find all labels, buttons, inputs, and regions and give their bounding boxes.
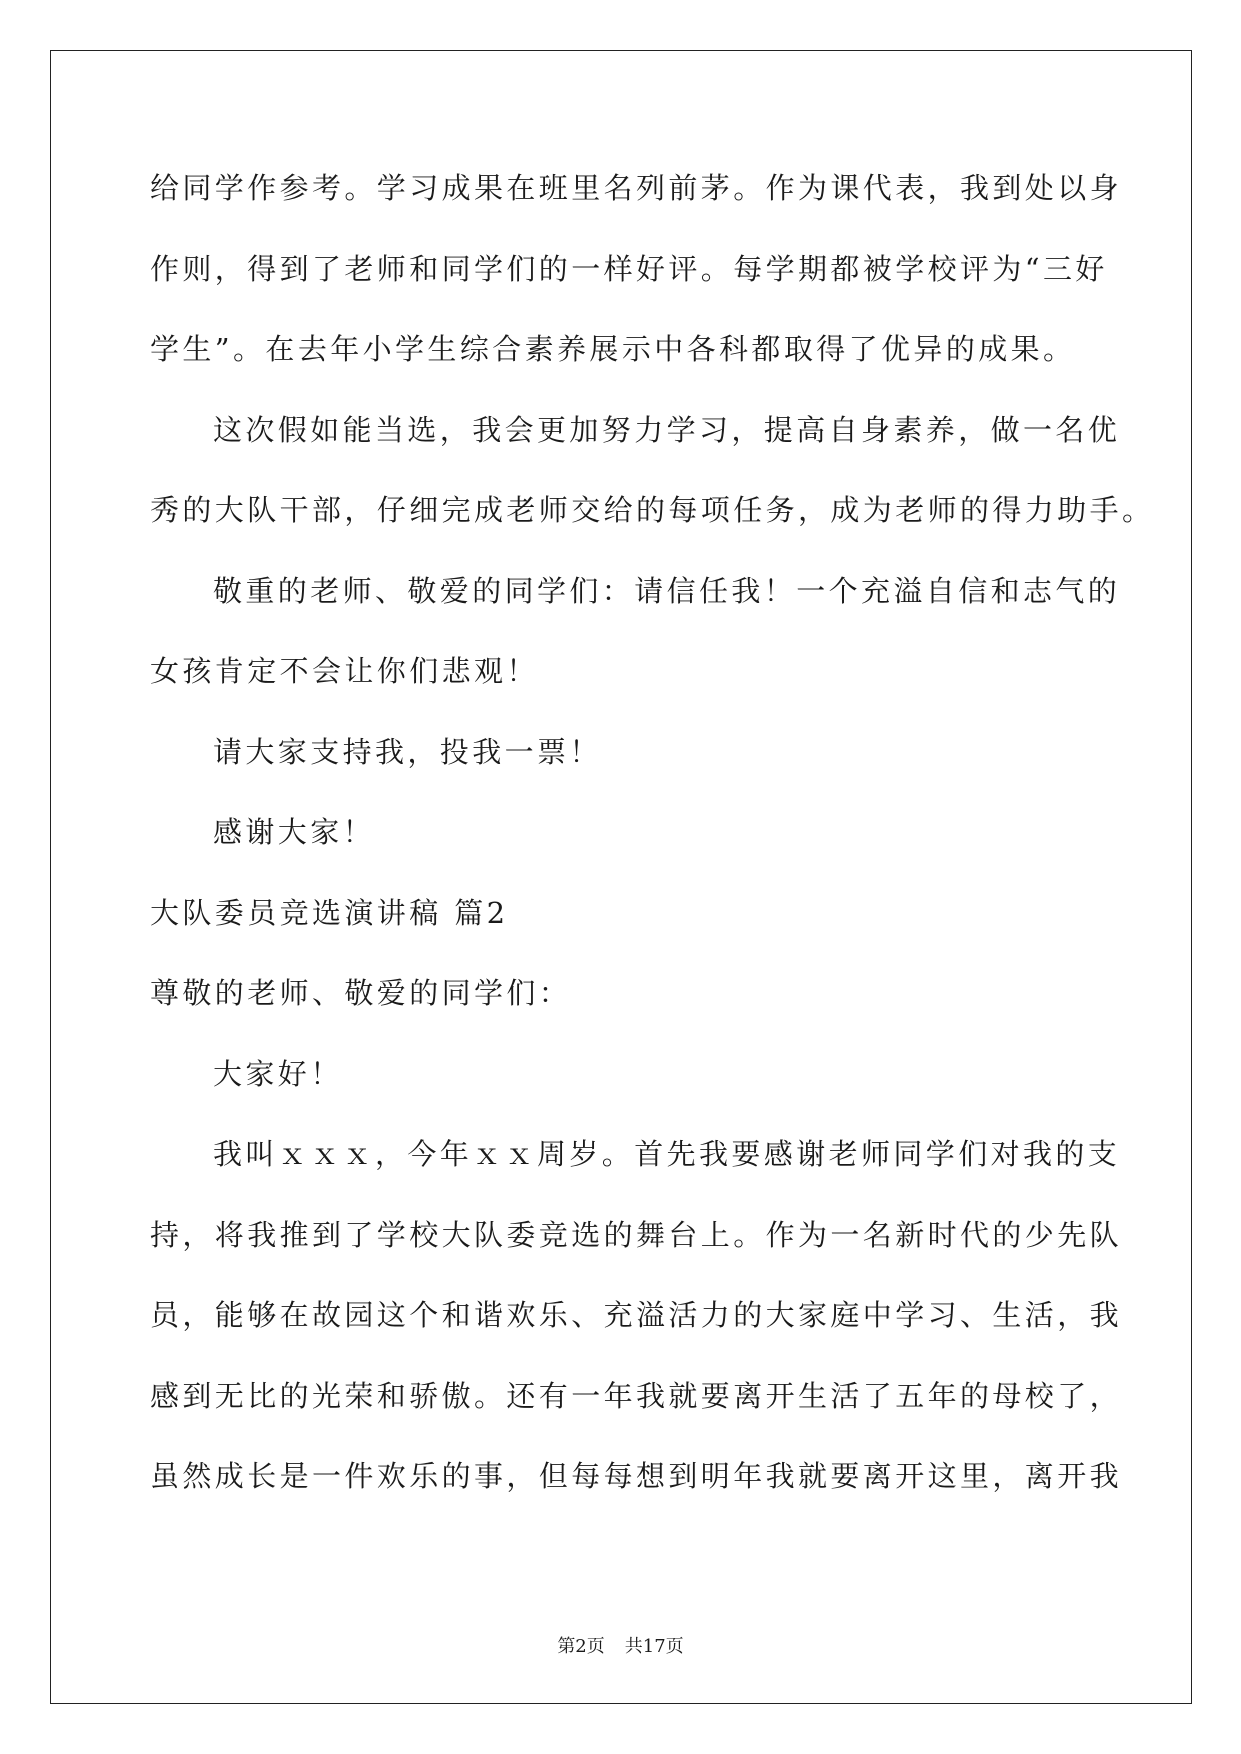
paragraph-line: 虽然成长是一件欢乐的事，但每每想到明年我就要离开这里，离开我 — [150, 1459, 1123, 1493]
section-heading: 大队委员竞选演讲稿 篇2 — [150, 896, 509, 930]
paragraph-line: 请大家支持我，投我一票！ — [213, 735, 602, 769]
paragraph-line: 这次假如能当选，我会更加努力学习，提高自身素养，做一名优 — [213, 413, 1121, 447]
page-footer — [0, 1632, 1241, 1658]
paragraph-line: 秀的大队干部，仔细完成老师交给的每项任务，成为老师的得力助手。 — [150, 493, 1155, 527]
page-total: 共17页 — [624, 1636, 684, 1657]
paragraph-line: 我叫ｘｘｘ，今年ｘｘ周岁。首先我要感谢老师同学们对我的支 — [213, 1137, 1121, 1171]
paragraph-line: 学生”。在去年小学生综合素养展示中各科都取得了优异的成果。 — [150, 332, 1076, 366]
paragraph-line: 持，将我推到了学校大队委竞选的舞台上。作为一名新时代的少先队 — [150, 1218, 1123, 1252]
greeting: 大家好！ — [213, 1057, 343, 1091]
page-number: 第2页 — [557, 1636, 605, 1657]
paragraph-line: 员，能够在故园这个和谐欢乐、充溢活力的大家庭中学习、生活，我 — [150, 1298, 1123, 1332]
paragraph-line: 女孩肯定不会让你们悲观！ — [150, 654, 539, 688]
paragraph-line: 感谢大家！ — [213, 815, 376, 849]
paragraph-line: 感到无比的光荣和骄傲。还有一年我就要离开生活了五年的母校了， — [150, 1379, 1123, 1413]
paragraph-line: 敬重的老师、敬爱的同学们：请信任我！一个充溢自信和志气的 — [213, 574, 1121, 608]
paragraph-line: 作则，得到了老师和同学们的一样好评。每学期都被学校评为“三好 — [150, 252, 1108, 286]
paragraph-line: 给同学作参考。学习成果在班里名列前茅。作为课代表，我到处以身 — [150, 171, 1123, 205]
salutation: 尊敬的老师、敬爱的同学们： — [150, 976, 572, 1010]
